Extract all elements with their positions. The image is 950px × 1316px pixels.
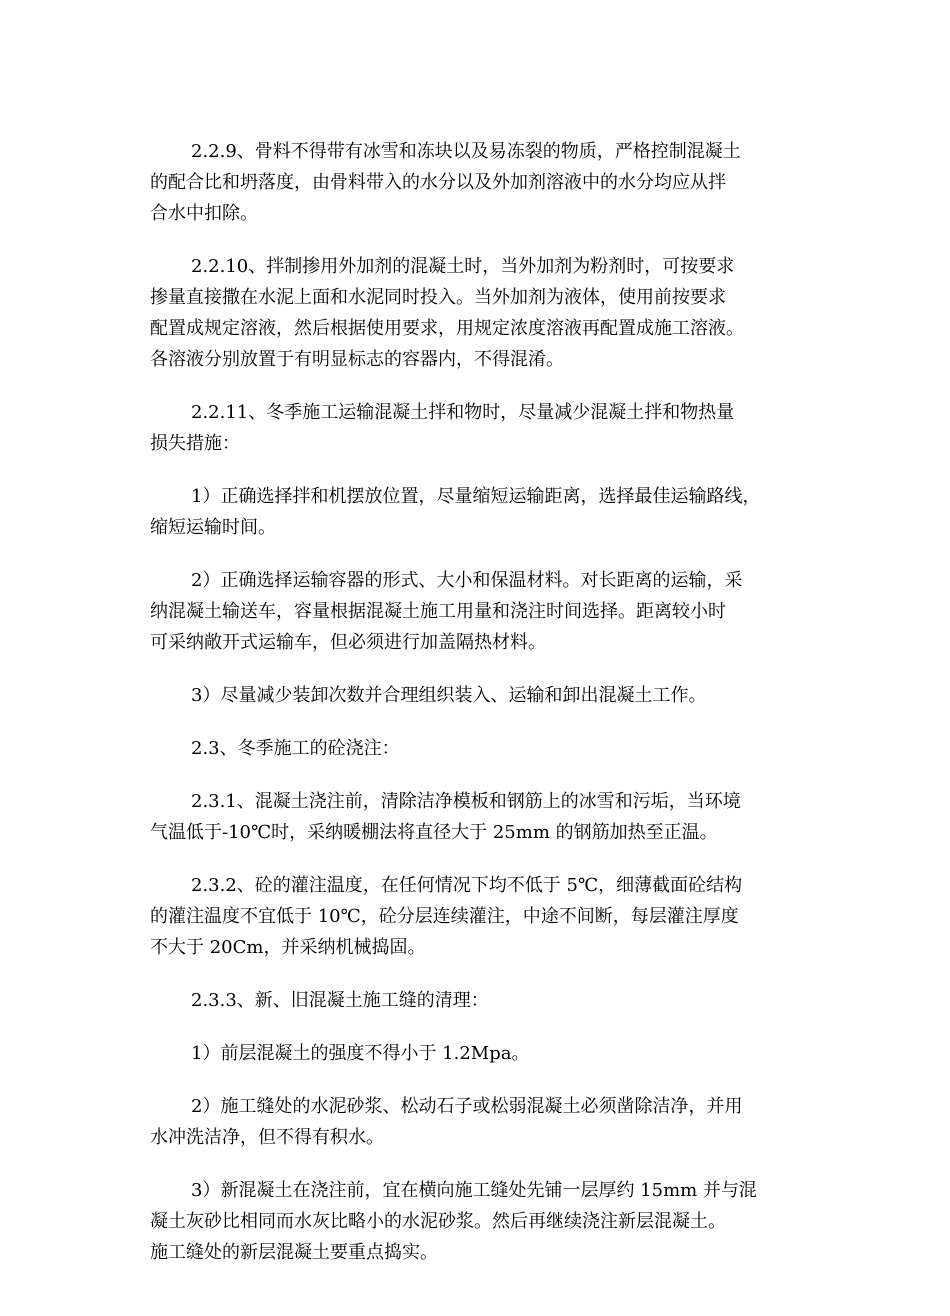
text-line: 缩短运输时间。 (150, 517, 276, 538)
text-line: 1）正确选择拌和机摆放位置，尽量缩短运输距离，选择最佳运输路线， (191, 486, 761, 507)
text-line: 3）尽量减少装卸次数并合理组织装入、运输和卸出混凝土工作。 (191, 685, 707, 706)
paragraph-2-3-3 (150, 985, 840, 1016)
paragraph-2-2-9 (150, 136, 840, 229)
text-line: 2）施工缝处的水泥砂浆、松动石子或松弱混凝土必须凿除洁净，并用 (191, 1096, 743, 1117)
paragraph-item-2 (150, 565, 840, 658)
paragraph-2-3-1 (150, 786, 840, 848)
text-line: 不大于 20Cm，并采纳机械捣固。 (150, 937, 426, 958)
paragraph-item-1b (150, 1038, 840, 1069)
text-line: 凝土灰砂比相同而水灰比略小的水泥砂浆。然后再继续浇注新层混凝土。 (150, 1211, 726, 1232)
text-line: 的灌注温度不宜低于 10℃，砼分层连续灌注，中途不间断，每层灌注厚度 (150, 906, 739, 927)
text-line: 2.2.9、骨料不得带有冰雪和冻块以及易冻裂的物质，严格控制混凝土 (191, 141, 741, 162)
text-line: 2.3.1、混凝土浇注前，清除洁净模板和钢筋上的冰雪和污垢，当环境 (191, 791, 741, 812)
text-line: 1）前层混凝土的强度不得小于 1.2Mpa。 (191, 1043, 530, 1064)
text-line: 气温低于-10℃时，采纳暖棚法将直径大于 25mm 的钢筋加热至正温。 (150, 822, 718, 843)
paragraph-2-2-11 (150, 397, 840, 459)
text-line: 2.3、冬季施工的砼浇注： (191, 738, 400, 759)
text-line: 合水中扣除。 (150, 203, 258, 224)
section-heading-2-3 (150, 733, 840, 764)
text-line: 可采纳敞开式运输车，但必须进行加盖隔热材料。 (150, 632, 546, 653)
paragraph-2-2-10 (150, 251, 840, 375)
text-line: 损失措施： (150, 433, 240, 454)
text-line: 2.2.10、拌制掺用外加剂的混凝土时，当外加剂为粉剂时，可按要求 (191, 256, 735, 277)
text-line: 配置成规定溶液，然后根据使用要求，用规定浓度溶液再配置成施工溶液。 (150, 318, 744, 339)
paragraph-item-2b (150, 1091, 840, 1153)
paragraph-2-3-2 (150, 870, 840, 963)
text-line: 2）正确选择运输容器的形式、大小和保温材料。对长距离的运输，采 (191, 570, 743, 591)
text-line: 2.2.11、冬季施工运输混凝土拌和物时，尽量减少混凝土拌和物热量 (191, 402, 735, 423)
text-line: 2.3.2、砼的灌注温度，在任何情况下均不低于 5℃，细薄截面砼结构 (191, 875, 743, 896)
text-line: 2.3.3、新、旧混凝土施工缝的清理： (191, 990, 489, 1011)
text-line: 纳混凝土输送车，容量根据混凝土施工用量和浇注时间选择。距离较小时 (150, 601, 726, 622)
paragraph-item-1 (150, 481, 840, 543)
text-line: 3）新混凝土在浇注前，宜在横向施工缝处先铺一层厚约 15mm 并与混 (191, 1180, 757, 1201)
text-line: 掺量直接撒在水泥上面和水泥同时投入。当外加剂为液体，使用前按要求 (150, 287, 726, 308)
document-page (150, 136, 840, 1290)
paragraph-item-3b (150, 1175, 840, 1268)
text-line: 的配合比和坍落度，由骨料带入的水分以及外加剂溶液中的水分均应从拌 (150, 172, 726, 193)
paragraph-item-3 (150, 680, 840, 711)
text-line: 水冲洗洁净，但不得有积水。 (150, 1127, 384, 1148)
text-line: 各溶液分别放置于有明显标志的容器内，不得混淆。 (150, 349, 564, 370)
text-line: 施工缝处的新层混凝土要重点捣实。 (150, 1242, 438, 1263)
